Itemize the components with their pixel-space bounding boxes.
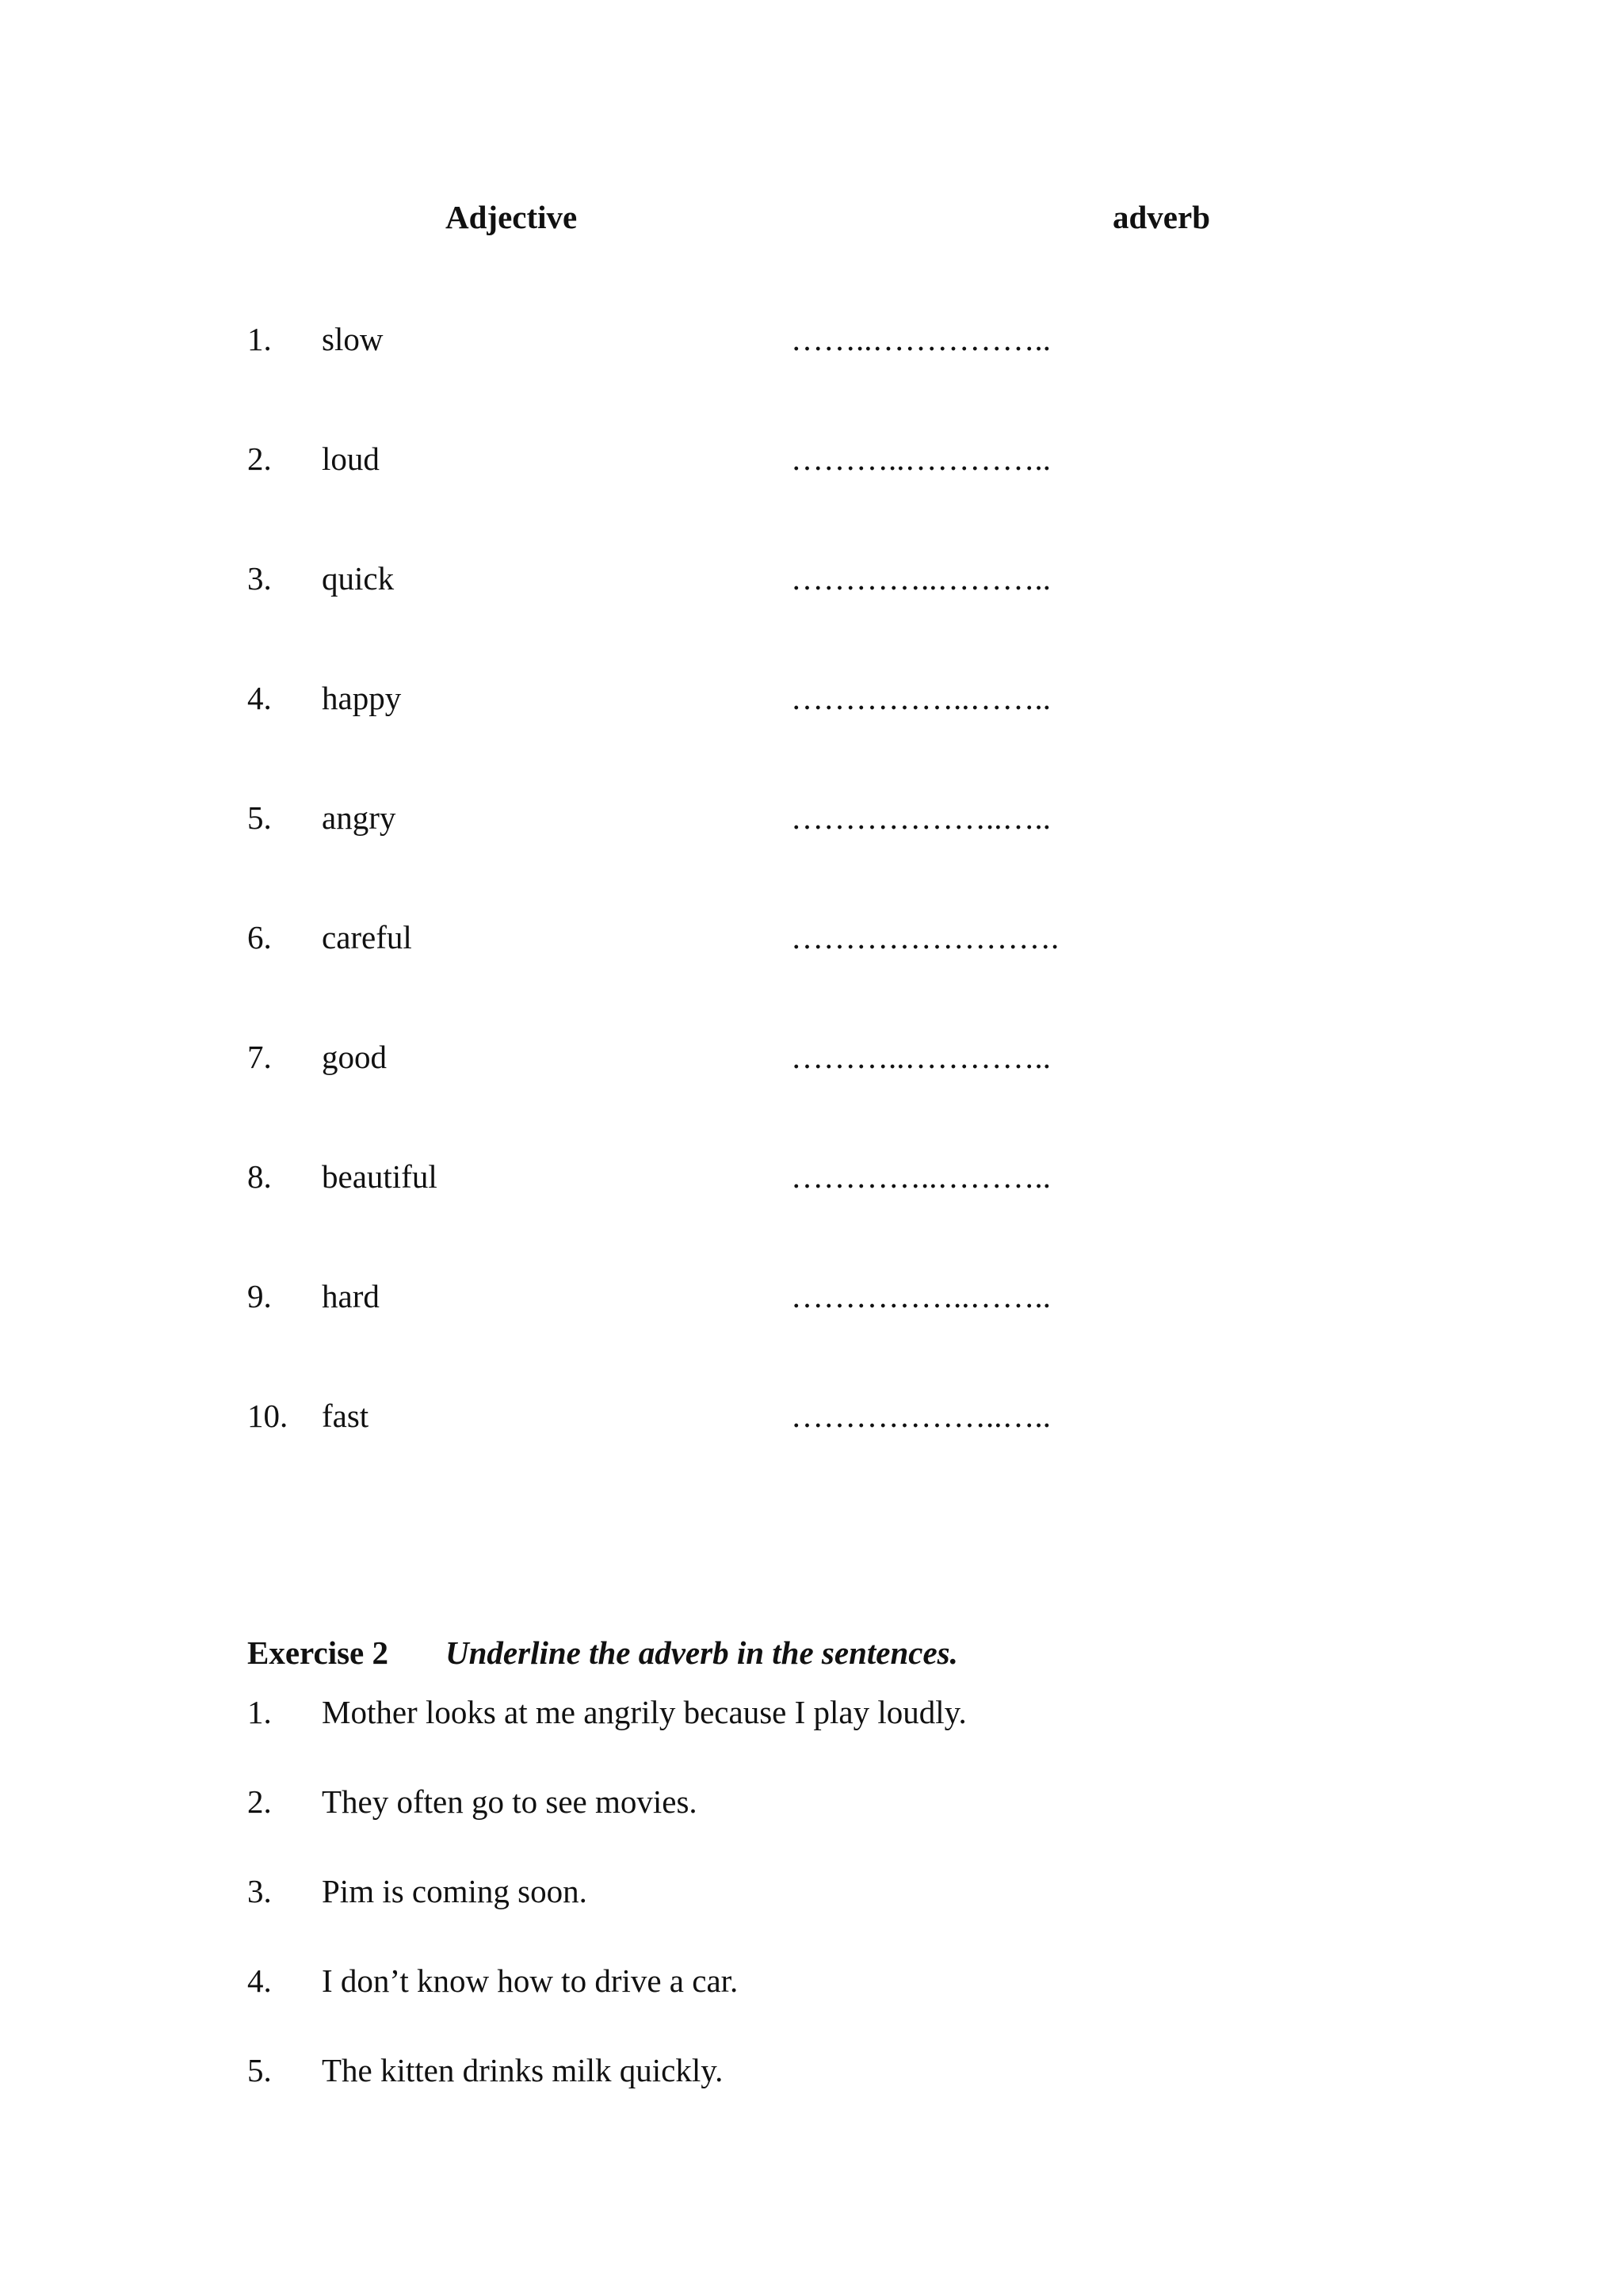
adverb-answer-blank[interactable]: ……………………. [791, 919, 1060, 955]
column-header-adjective: Adjective [445, 199, 578, 235]
exercise1-row [0, 1153, 1623, 1200]
adjective-word: good [322, 1039, 387, 1075]
exercise1-row [0, 315, 1623, 363]
adjective-word: beautiful [322, 1158, 437, 1195]
exercise1-row [0, 435, 1623, 482]
exercise2-heading [247, 1629, 958, 1676]
sentence-number: 5. [247, 2052, 272, 2088]
sentence-item [0, 1867, 1623, 1915]
sentence-text[interactable]: I don’t know how to drive a car. [322, 1962, 739, 1999]
item-number: 8. [247, 1158, 272, 1195]
adverb-answer-blank[interactable]: ……………..…….. [791, 680, 1051, 716]
item-number: 4. [247, 680, 272, 716]
adverb-answer-blank[interactable]: ……………..…….. [791, 1278, 1051, 1314]
adjective-word: careful [322, 919, 412, 955]
adverb-answer-blank[interactable]: ………………..….. [791, 1398, 1051, 1434]
adverb-answer-blank[interactable]: ………..………….. [791, 441, 1051, 477]
item-number: 1. [247, 321, 272, 357]
sentence-number: 3. [247, 1873, 272, 1909]
item-number: 6. [247, 919, 272, 955]
sentence-text[interactable]: Mother looks at me angrily because I play loudly. [322, 1694, 967, 1730]
adverb-answer-blank[interactable]: ………..………….. [791, 1039, 1051, 1075]
sentence-text[interactable]: Pim is coming soon. [322, 1873, 587, 1909]
adverb-answer-blank[interactable]: …………..……….. [791, 560, 1051, 597]
adjective-word: hard [322, 1278, 380, 1314]
sentence-item [0, 2046, 1623, 2094]
adjective-word: fast [322, 1398, 369, 1434]
item-number: 3. [247, 560, 272, 597]
sentence-item [0, 1688, 1623, 1736]
adjective-word: loud [322, 441, 380, 477]
exercise1-row [0, 674, 1623, 722]
adjective-word: quick [322, 560, 395, 597]
column-header-adverb: adverb [1113, 199, 1210, 235]
sentence-number: 4. [247, 1962, 272, 1999]
adverb-answer-blank[interactable]: ……..…………….. [791, 321, 1051, 357]
item-number: 5. [247, 799, 272, 836]
adverb-answer-blank[interactable]: …………..……….. [791, 1158, 1051, 1195]
adverb-answer-blank[interactable]: ………………..….. [791, 799, 1051, 836]
sentence-text[interactable]: They often go to see movies. [322, 1783, 697, 1820]
exercise1-row [0, 1033, 1623, 1081]
exercise1-row [0, 913, 1623, 961]
adjective-word: angry [322, 799, 396, 836]
adjective-word: happy [322, 680, 402, 716]
item-number: 7. [247, 1039, 272, 1075]
exercise1-row [0, 555, 1623, 602]
sentence-item [0, 1778, 1623, 1825]
item-number: 2. [247, 441, 272, 477]
item-number: 9. [247, 1278, 272, 1314]
exercise1-row [0, 1272, 1623, 1320]
sentence-item [0, 1957, 1623, 2004]
sentence-number: 2. [247, 1783, 272, 1820]
sentence-text[interactable]: The kitten drinks milk quickly. [322, 2052, 724, 2088]
exercise1-row [0, 794, 1623, 841]
exercise2-instruction: Underline the adverb in the sentences. [445, 1634, 958, 1671]
exercise1-row [0, 1392, 1623, 1440]
sentence-number: 1. [247, 1694, 272, 1730]
item-number: 10. [247, 1398, 288, 1434]
adjective-word: slow [322, 321, 384, 357]
exercise2-label: Exercise 2 [247, 1634, 388, 1671]
